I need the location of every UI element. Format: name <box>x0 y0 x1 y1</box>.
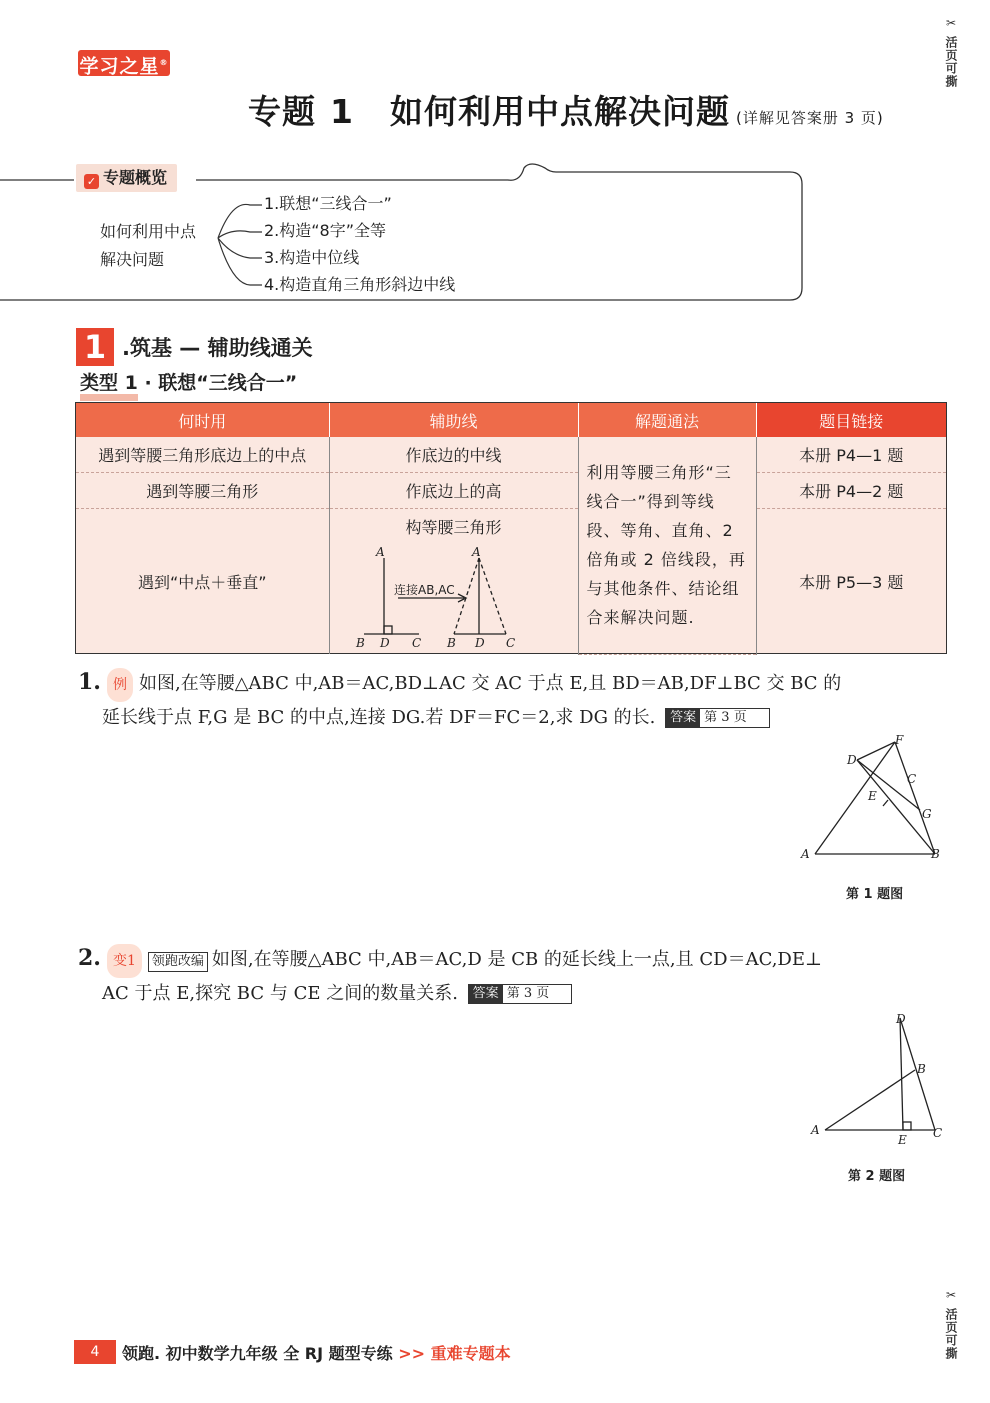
svg-text:C: C <box>505 636 515 650</box>
table-header: 解题通法 <box>578 403 756 437</box>
figure-1 <box>795 730 955 865</box>
overview-item: 1.联想“三线合一” <box>264 194 392 213</box>
table-header: 题目链接 <box>756 403 946 437</box>
tear-off-tag-top: ✂ 活页可撕 <box>944 16 958 89</box>
svg-text:连接AB,AC: 连接AB,AC <box>393 583 455 597</box>
question-tag: 例 <box>107 668 133 702</box>
svg-text:C: C <box>907 772 917 786</box>
svg-text:A: A <box>801 847 810 861</box>
overview-item: 3.构造中位线 <box>264 248 360 267</box>
section-title: .筑基 — 辅助线通关 <box>122 336 313 360</box>
svg-text:B: B <box>355 636 365 650</box>
type-heading: 类型 1 · 联想“三线合一” <box>80 368 297 395</box>
svg-text:B: B <box>931 847 940 861</box>
scissors-icon: ✂ <box>944 16 958 31</box>
question-tag: 变1 <box>107 944 142 978</box>
method-cell: 利用等腰三角形“三线合一”得到等线段、等角、直角、2 倍角或 2 倍线段，再与其他条件、结论组合来解决问题. <box>578 437 756 654</box>
method-table <box>75 402 947 654</box>
question-2: 2. 变1 领跑改编 如图,在等腰△ABC 中,AB＝AC,D 是 CB 的延长线上一点,且 CD＝AC,DE⊥ AC 于点 E,探究 BC 与 CE 之间的数量关系. 答案 第 3 页 <box>78 945 822 1004</box>
table-row: 遇到等腰三角形底边上的中点 作底边的中线 利用等腰三角形“三线合一”得到等线段、等角、直角、2 倍角或 2 倍线段，再与其他条件、结论组合来解决问题. 本册 P4—1 题 <box>76 437 946 473</box>
svg-text:D: D <box>474 636 485 650</box>
overview-root: 如何利用中点 解决问题 <box>100 222 197 269</box>
footer-title: 领跑. 初中数学九年级 全 RJ 题型专练 >> 重难专题本 <box>122 1344 511 1363</box>
svg-text:D: D <box>379 636 390 650</box>
page-title: 专题 1 如何利用中点解决问题 (详解见答案册 3 页) <box>248 92 884 131</box>
question-1: 1. 例 如图,在等腰△ABC 中,AB＝AC,BD⊥AC 交 AC 于点 E,且 BD＝AB,DF⊥BC 交 BC 的 延长线于点 F,G 是 BC 的中点,连接 DG.若 DF＝FC＝2,求 DG 的长. 答案 第 3 页 <box>78 669 842 728</box>
svg-text:E: E <box>868 789 877 803</box>
svg-text:A: A <box>471 545 481 559</box>
section-number: 1 <box>76 328 114 366</box>
svg-text:C: C <box>933 1126 943 1140</box>
figure-2-caption: 第 2 题图 <box>848 1169 906 1184</box>
overview-item: 4.构造直角三角形斜边中线 <box>264 275 456 294</box>
aux-line-diagram <box>354 544 554 654</box>
answer-reference: 答案 第 3 页 <box>468 984 573 1004</box>
table-row: 遇到“中点＋垂直” 构等腰三角形 A B D C A B D C 连接AB,AC 本册 P5—3 题 <box>76 509 946 655</box>
tear-off-tag-bottom: ✂ 活页可撕 <box>944 1288 958 1361</box>
table-header: 何时用 <box>76 403 329 437</box>
svg-text:C: C <box>411 636 421 650</box>
check-icon: ✓ <box>84 174 99 189</box>
figure-1-caption: 第 1 题图 <box>846 887 904 902</box>
brand-logo: 学习之星® <box>78 50 170 76</box>
svg-text:B: B <box>917 1062 926 1076</box>
page-number: 4 <box>74 1340 116 1364</box>
overview-items <box>264 190 455 298</box>
svg-text:A: A <box>375 545 385 559</box>
svg-text:E: E <box>898 1133 907 1147</box>
svg-text:B: B <box>446 636 456 650</box>
svg-text:G: G <box>922 807 932 821</box>
svg-text:D: D <box>896 1012 906 1026</box>
scissors-icon: ✂ <box>944 1288 958 1303</box>
table-header: 辅助线 <box>329 403 578 437</box>
source-badge: 领跑改编 <box>148 952 208 972</box>
table-row: 遇到等腰三角形 作底边上的高 本册 P4—2 题 <box>76 473 946 509</box>
overview-tag: ✓ 专题概览 <box>76 164 177 192</box>
answer-reference: 答案 第 3 页 <box>665 708 770 728</box>
figure-2 <box>805 1010 960 1150</box>
svg-text:A: A <box>811 1123 820 1137</box>
overview-item: 2.构造“8字”全等 <box>264 221 387 240</box>
svg-text:D: D <box>847 753 857 767</box>
svg-text:F: F <box>895 733 904 747</box>
